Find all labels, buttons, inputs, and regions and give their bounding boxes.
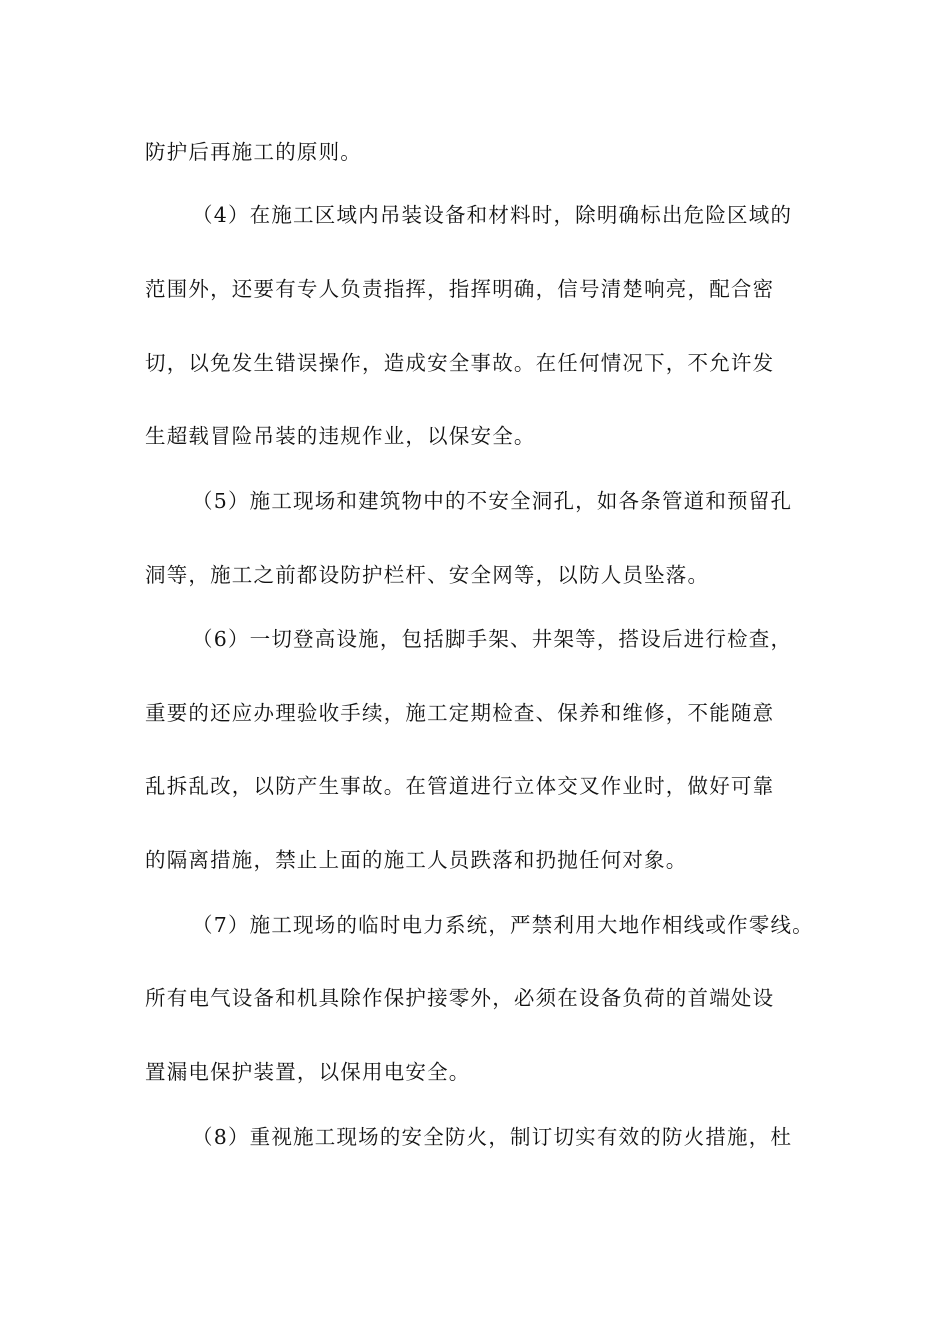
text-line: 所有电气设备和机具除作保护接零外，必须在设备负荷的首端处设	[145, 986, 775, 1010]
text-line: 范围外，还要有专人负责指挥，指挥明确，信号清楚响亮，配合密	[145, 277, 775, 301]
text-line: （4）在施工区域内吊装设备和材料时，除明确标出危险区域的	[192, 203, 793, 227]
text-line: 置漏电保护装置，以保用电安全。	[145, 1060, 471, 1084]
text-line: （8）重视施工现场的安全防火，制订切实有效的防火措施，杜	[192, 1125, 793, 1149]
text-line: 乱拆乱改，以防产生事故。在管道进行立体交叉作业时，做好可靠	[145, 774, 775, 798]
text-line: （5）施工现场和建筑物中的不安全洞孔，如各条管道和预留孔	[192, 489, 793, 513]
text-line: 生超载冒险吊装的违规作业，以保安全。	[145, 424, 536, 448]
text-line: 防护后再施工的原则。	[145, 140, 362, 164]
text-line: （7）施工现场的临时电力系统，严禁利用大地作相线或作零线。	[192, 913, 814, 937]
text-line: 的隔离措施，禁止上面的施工人员跌落和扔抛任何对象。	[145, 848, 688, 872]
text-line: 重要的还应办理验收手续，施工定期检查、保养和维修，不能随意	[145, 701, 775, 725]
text-line: （6）一切登高设施，包括脚手架、井架等，搭设后进行检查，	[192, 627, 793, 651]
text-line: 洞等，施工之前都设防护栏杆、安全网等，以防人员坠落。	[145, 563, 710, 587]
text-line: 切，以免发生错误操作，造成安全事故。在任何情况下，不允许发	[145, 351, 775, 375]
